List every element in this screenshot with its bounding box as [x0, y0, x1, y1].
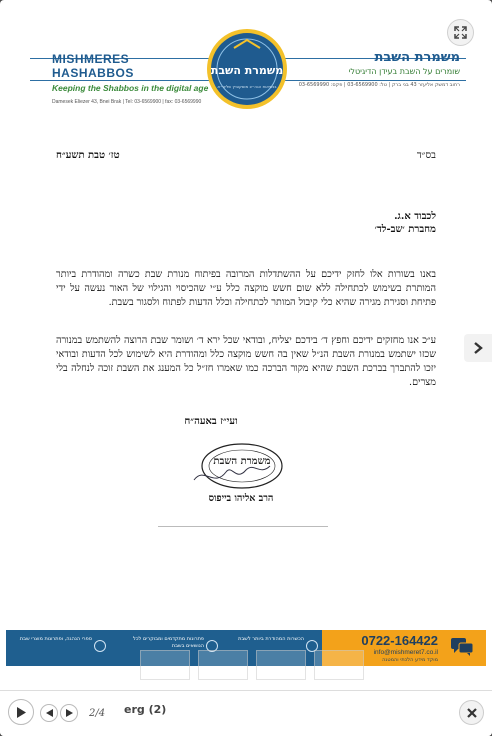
banner-phone: 0722-164422 — [361, 633, 438, 648]
prev-icon — [46, 709, 53, 717]
feature-icon — [94, 640, 106, 652]
letter-paragraph: ע״כ אנו מחזקים ידיכם וחפץ ד׳ בידכם יצליח, ובודאי שכל ירא ד׳ ושומר שבת הרוצה להשתמש במנורה שכזו ישתמש במנורת השבת הנ״ל שאין בה חשש מוקצה כלל ומהודרת היא לשימוש לכל הדעות ובודאי יזכו להתברך בברכת השבת שהיא מקור הברכה כמו שאמרו חז״ל כל המענג את השבת זוכה לנחלה בלי מצרים. — [56, 335, 436, 388]
addressee — [236, 210, 436, 236]
fullscreen-button[interactable] — [447, 19, 474, 46]
banner-email-caption: מוקד מידע הלכתי והמטנה — [382, 657, 438, 663]
banner-email: info@mishmeret7.co.il — [373, 649, 438, 656]
close-button[interactable] — [459, 700, 484, 725]
bsd-mark: בס״ד — [416, 150, 436, 161]
org-contact-he: רחוב דמשק אליעזר 43 בני ברק | טל: 03-6569900 | פקס: 03-6569990 — [298, 82, 460, 88]
play-slideshow-button[interactable] — [8, 699, 34, 725]
expand-icon — [454, 26, 467, 39]
letterhead-english — [52, 52, 212, 105]
thumbnail-ghost — [256, 650, 306, 680]
letter-date: טז׳ טבת תשע״ח — [56, 150, 120, 161]
close-icon — [467, 708, 477, 718]
next-image-button[interactable] — [464, 334, 492, 362]
signature-scribble — [194, 466, 270, 480]
org-tagline-he: שומרים על השבת בעידן הדיגיטלי — [348, 67, 460, 76]
org-contact-en: Damesek Eliezer 43, Bnei Brak | Tel: 03-6569900 | fax: 03-6569990 — [52, 99, 202, 105]
logo-subtext: בנשיאות הגה״צ מוסקוביץ שליט״א — [217, 84, 277, 89]
letter-closing: ועי״ז באעה״ח — [184, 416, 238, 427]
thumbnail-ghost — [314, 650, 364, 680]
banner-feature: הכשרות המהודרת ביותר לשבת — [238, 636, 304, 642]
image-counter: 2/4 — [89, 708, 106, 719]
addressee-line: מחברת ׳שב-לד׳ — [374, 224, 436, 235]
thumbnail-ghost — [140, 650, 190, 680]
letterhead — [30, 24, 466, 124]
stamp-text: משמרת השבת — [213, 456, 271, 467]
next-arrow-icon — [473, 342, 483, 354]
chat-icon — [450, 637, 474, 657]
org-name-en: MISHMERES HASHABBOS — [52, 52, 134, 80]
signature-name: הרב אליהו בייפוס — [208, 493, 274, 504]
banner-feature: פתרונות מתקדמים ומבוקרים לכל הנושאים בשבת — [133, 636, 204, 649]
logo-text: משמרת השבת — [210, 64, 284, 77]
org-tagline-en: Keeping the Shabbos in the digital age — [52, 83, 209, 93]
previous-button[interactable] — [40, 704, 58, 722]
play-icon — [16, 707, 26, 718]
date-row — [56, 150, 436, 164]
thumbnail-ghost — [198, 650, 248, 680]
letterhead-hebrew — [300, 50, 460, 88]
org-logo — [206, 28, 288, 110]
viewer-toolbar — [0, 690, 492, 736]
letter-image — [6, 6, 486, 688]
next-button[interactable] — [60, 704, 78, 722]
image-caption: erg (2) — [124, 703, 167, 716]
forward-icon — [66, 709, 73, 717]
signature-underline — [158, 526, 328, 527]
addressee-line: לכבוד א.ג. — [394, 211, 436, 222]
banner-feature: ספרי הנהגה, ופתרונות מוצרי שבת — [19, 636, 92, 642]
letter-paragraph: באנו בשורות אלו לחזק ידיכם על ההשתדלות המרובה בפיתוח מנורת שבת כשרה ומהודרת ביותר המותרת בשימוש לכתחילה ללא שום חשש מוקצה כלל ע״י שהכיסוי והגילוי של האור נעשה על ידי פתיחת וסגירת מגירה שהיא כלי קיבול המותר לכתחילה וכלל הדעות לפתוח ולסגור בשבת. — [56, 269, 436, 308]
org-name-he: משמרת השבת — [374, 50, 460, 65]
